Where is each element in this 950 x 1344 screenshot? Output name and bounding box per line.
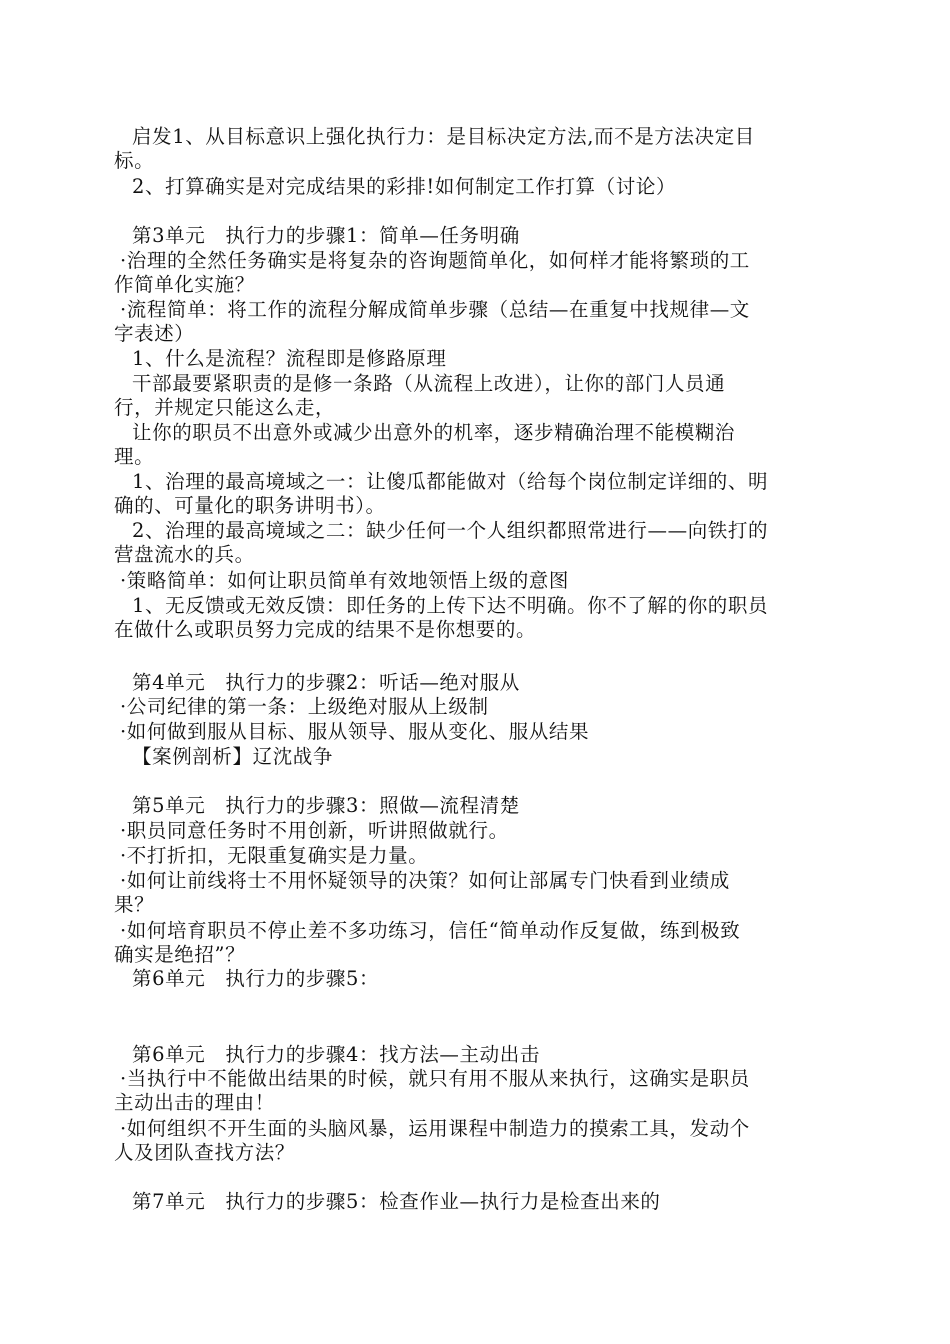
text-line: 标。	[114, 149, 155, 172]
text-line: ·流程简单：将工作的流程分解成简单步骤（总结—在重复中找规律—文	[120, 298, 750, 321]
text-line: 营盘流水的兵。	[114, 543, 255, 566]
text-line: ·如何做到服从目标、服从领导、服从变化、服从结果	[120, 720, 590, 743]
text-line: 2、打算确实是对完成结果的彩排!如何制定工作打算（讨论）	[132, 175, 677, 198]
text-line: ·职员同意任务时不用创新，听讲照做就行。	[120, 819, 509, 842]
text-line: 人及团队查找方法？	[114, 1141, 295, 1164]
text-line: 字表述）	[114, 322, 195, 345]
text-line: ·如何培育职员不停止差不多功练习，信任“简单动作反复做，练到极致	[120, 919, 741, 942]
section-heading: 第4单元 执行力的步骤2：听话—绝对服从	[132, 671, 520, 694]
text-line: 1、治理的最高境域之一：让傻瓜都能做对（给每个岗位制定详细的、明	[132, 470, 769, 493]
section-heading: 第3单元 执行力的步骤1：简单—任务明确	[132, 224, 520, 247]
text-line: 让你的职员不出意外或减少出意外的机率，逐步精确治理不能模糊治	[132, 421, 736, 444]
text-line: ·不打折扣，无限重复确实是力量。	[120, 844, 429, 867]
text-line: ·公司纪律的第一条：上级绝对服从上级制	[120, 695, 489, 718]
text-line: 行，并规定只能这么走，	[114, 396, 336, 419]
text-line: ·如何让前线将士不用怀疑领导的决策？如何让部属专门快看到业绩成	[120, 869, 730, 892]
section-heading: 第6单元 执行力的步骤5：	[132, 967, 380, 990]
text-line: 确的、可量化的职务讲明书）。	[114, 494, 386, 517]
text-line: 【案例剖析】辽沈战争	[132, 745, 334, 768]
text-line: ·当执行中不能做出结果的时候，就只有用不服从来执行，这确实是职员	[120, 1067, 750, 1090]
text-line: 1、无反馈或无效反馈：即任务的上传下达不明确。你不了解的你的职员	[132, 594, 769, 617]
text-line: 理。	[114, 445, 155, 468]
section-heading: 第5单元 执行力的步骤3：照做—流程清楚	[132, 794, 520, 817]
text-line: 果？	[114, 893, 155, 916]
text-line: 确实是绝招”？	[114, 943, 246, 966]
section-heading: 第6单元 执行力的步骤4：找方法—主动出击	[132, 1043, 540, 1066]
text-line: 干部最要紧职责的是修一条路（从流程上改进），让你的部门人员通	[132, 372, 726, 395]
text-line: 启发1、从目标意识上强化执行力：是目标决定方法,而不是方法决定目	[132, 125, 755, 148]
text-line: ·治理的全然任务确实是将复杂的咨询题简单化，如何样才能将繁琐的工	[120, 249, 750, 272]
text-line: 在做什么或职员努力完成的结果不是你想要的。	[114, 618, 537, 641]
section-heading: 第7单元 执行力的步骤5：检查作业—执行力是检查出来的	[132, 1190, 661, 1213]
text-line: 1、什么是流程？流程即是修路原理	[132, 347, 447, 370]
text-line: ·如何组织不开生面的头脑风暴，运用课程中制造力的摸索工具，发动个	[120, 1117, 750, 1140]
text-line: 作简单化实施？	[114, 273, 255, 296]
text-line: 主动出击的理由！	[114, 1091, 275, 1114]
text-line: ·策略简单：如何让职员简单有效地领悟上级的意图	[120, 569, 569, 592]
text-line: 2、治理的最高境域之二：缺少任何一个人组织都照常进行——向铁打的	[132, 519, 769, 542]
